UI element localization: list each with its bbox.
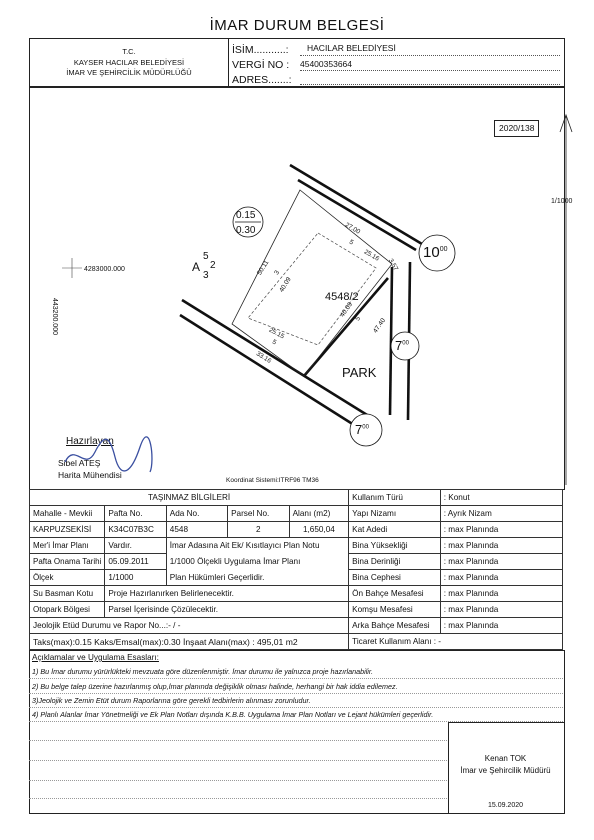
ada-value: 4548 xyxy=(169,525,188,534)
road-width-7b: $7^{00}$ xyxy=(355,422,369,437)
taks-circle-label: 0.15 xyxy=(236,210,256,221)
prepared-label: Hazırlayan xyxy=(66,436,114,447)
jeolojik-label: Jeolojik Etüd Durumu ve Rapor No...:- / - xyxy=(33,621,181,630)
prepared-name: Sibel ATEŞ xyxy=(58,458,101,468)
row-right-label: Bina Yüksekliği xyxy=(352,541,408,550)
plan-note-value: İmar Adasına Ait Ek/ Kısıtlayıcı Plan Notu xyxy=(169,541,320,551)
document-number: 2020/138 xyxy=(494,120,539,137)
dim-label: 40.09 xyxy=(338,301,355,319)
coord-x-label: 4283000.000 xyxy=(84,266,125,273)
row-left-label: Su Basman Kotu xyxy=(33,589,94,598)
park-label: PARK xyxy=(342,365,377,380)
signer-title: İmar ve Şehircilik Müdürü xyxy=(460,766,551,775)
insaat-value: İnşaat Alanı(max) : 495,01 m2 xyxy=(182,636,298,647)
adres-label: ADRES.......: xyxy=(232,74,292,86)
row-left-value: Vardır. xyxy=(108,541,132,550)
plan-note-value: Plan Hükümleri Geçerlidir. xyxy=(169,572,265,582)
ticaret-value: Ticaret Kullanım Alanı : - xyxy=(352,637,442,646)
kaks-value: Kaks/Emsal(max):0.30 xyxy=(94,636,181,647)
org-line-2: KAYSER HACILAR BELEDİYESİ xyxy=(73,58,185,67)
row-right-label: Bina Derinliği xyxy=(352,557,401,566)
note-item: 3)Jeolojik ve Zemin Etüt durum Raporlarına göre gerekli tedbirlerin alınması zorunludur. xyxy=(32,696,311,705)
row-left-label: Pafta Onama Tarihi xyxy=(33,557,102,566)
road-width-10: $10^{00}$ xyxy=(423,244,448,261)
coord-y-label: 443200.000 xyxy=(51,298,58,335)
prepared-title: Harita Mühendisi xyxy=(58,470,122,480)
row-left-value: Parsel İçerisinde Çözülecektir. xyxy=(108,605,219,614)
coord-system-label: Koordinat Sistemi:ITRF96 TM36 xyxy=(226,477,319,484)
dim-label: 25.15 xyxy=(267,326,286,341)
zone-mid: 2 xyxy=(210,260,216,271)
parsel-value: 2 xyxy=(256,525,261,534)
note-item: 4) Planlı Alanlar İmar Yönetmeliği ve Ek Plan Notları dışında K.B.B. Uygulama İmar Plan Notları ve Lejant hükümleri geçerlidir. xyxy=(32,710,434,719)
dim-label: 5 xyxy=(347,238,355,247)
dim-label: 5 xyxy=(270,338,278,347)
parcel-label: 4548/2 xyxy=(325,291,359,303)
note-item: 1) Bu İmar durumu yürürlükteki mevzuata göre düzenlenmiştir. İmar durumu ile yalnızca proje hazırlanabilir. xyxy=(32,667,374,676)
dim-label: 5 xyxy=(354,315,363,323)
row-right-value: : max Planında xyxy=(443,557,499,566)
zone-top: 5 xyxy=(203,251,209,262)
dim-label: 47.40 xyxy=(371,317,388,335)
property-section-title: TAŞINMAZ BİLGİLERİ xyxy=(147,493,231,502)
row-right-label: Kullanım Türü xyxy=(352,493,403,502)
row-left-value: Proje Hazırlanırken Belirlenecektir. xyxy=(108,589,234,598)
dim-label: 40.09 xyxy=(278,276,293,294)
row-right-value: : max Planında xyxy=(443,621,499,630)
row-right-label: Arka Bahçe Mesafesi xyxy=(352,621,430,630)
row-right-value: : max Planında xyxy=(443,541,499,550)
note-item: 2) Bu belge talep üzerine hazırlanmış olup,İmar planında değişiklik olması halinde, herhangi bir hak iddia edilemez. xyxy=(32,682,398,691)
row-right-label: Komşu Mesafesi xyxy=(352,605,413,614)
row-left-value: 05.09.2011 xyxy=(108,557,149,566)
col-header: Parsel No. xyxy=(231,509,270,518)
row-right-value: : max Planında xyxy=(443,573,499,582)
dim-label: 50.11 xyxy=(256,259,271,277)
map-scale: 1/1000 xyxy=(551,198,573,205)
road-width-7a: $7^{00}$ xyxy=(395,338,409,353)
signer-date: 15.09.2020 xyxy=(487,802,524,809)
org-line-3: İMAR VE ŞEHİRCİLİK MÜDÜRLÜĞÜ xyxy=(66,68,192,77)
pafta-value: K34C07B3C xyxy=(108,525,154,534)
document-title: İMAR DURUM BELGESİ xyxy=(209,17,385,34)
col-header: Ada No. xyxy=(169,509,200,518)
row-left-value: 1/1000 xyxy=(108,573,134,582)
vergi-value: 45400353664 xyxy=(300,59,353,69)
plan-note-value: 1/1000 Ölçekli Uygulama İmar Planı xyxy=(169,557,301,566)
col-header: Mahalle - Mevkii xyxy=(33,509,93,518)
row-right-label: Bina Cephesi xyxy=(352,573,401,582)
dim-label: 25.16 xyxy=(362,248,381,263)
dim-label: 27.00 xyxy=(343,221,362,236)
mahalle-value: KARPUZSEKİSİ xyxy=(33,525,92,534)
row-right-value: : max Planında xyxy=(443,605,499,614)
isim-value: HACILAR BELEDİYESİ xyxy=(307,43,396,53)
row-right-value: : Konut xyxy=(443,493,470,502)
notes-title: Açıklamalar ve Uygulama Esasları: xyxy=(32,653,159,662)
kaks-circle-label: 0.30 xyxy=(236,225,256,236)
north-arrow-icon xyxy=(560,115,572,485)
alan-value: 1,650,04 xyxy=(302,525,335,534)
row-left-label: Otopark Bölgesi xyxy=(33,605,90,614)
dim-label: 3 xyxy=(273,269,282,277)
col-header: Alanı (m2) xyxy=(292,509,331,518)
dim-label: 33.16 xyxy=(254,350,273,365)
zone-a: A xyxy=(192,260,201,274)
row-left-label: Mer'i İmar Planı xyxy=(33,541,89,550)
vergi-label: VERGİ NO : xyxy=(232,59,290,71)
org-line-1: T.C. xyxy=(122,47,136,56)
row-right-label: Yapı Nizamı xyxy=(352,509,397,518)
col-header: Pafta No. xyxy=(108,509,143,518)
isim-label: İSİM...........: xyxy=(232,44,289,56)
row-right-label: Ön Bahçe Mesafesi xyxy=(352,589,424,598)
dim-label: 3.57 xyxy=(386,257,400,273)
signature xyxy=(60,432,160,482)
row-right-label: Kat Adedi xyxy=(352,525,388,534)
row-left-label: Ölçek xyxy=(33,573,54,582)
row-right-value: : Ayrık Nizam xyxy=(443,509,492,518)
property-table xyxy=(29,489,563,650)
taks-value: Taks(max):0.15 xyxy=(33,636,92,647)
row-right-value: : max Planında xyxy=(443,589,499,598)
zone-bot: 3 xyxy=(203,270,209,281)
signer-name: Kenan TOK xyxy=(484,754,527,763)
row-right-value: : max Planında xyxy=(443,525,499,534)
